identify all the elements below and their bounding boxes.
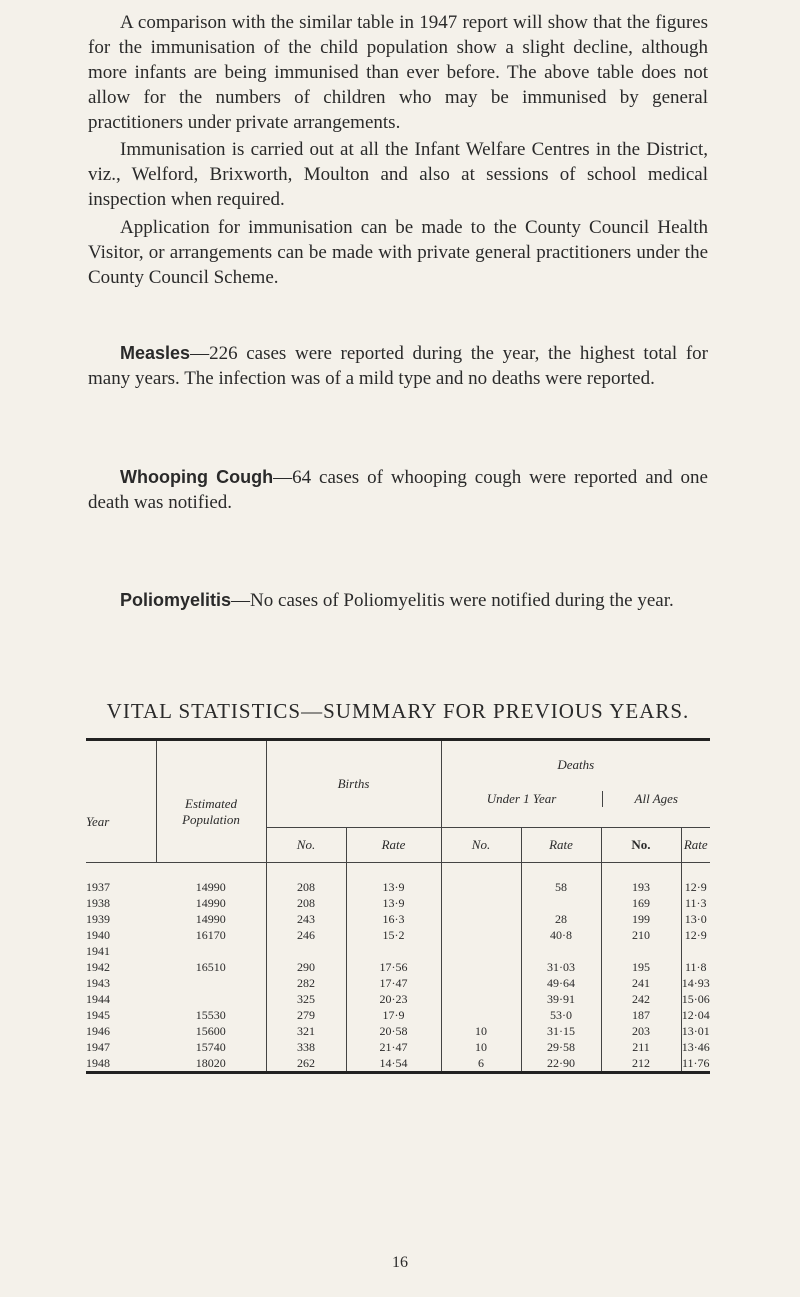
cell-b-rate: 17·56: [346, 959, 441, 975]
header-under1-rate: Rate: [521, 828, 601, 863]
table-row: [86, 1007, 710, 1023]
cell-a-rate: [681, 943, 710, 959]
cell-year: 1943: [86, 975, 110, 990]
cell-b-rate: 17·9: [346, 1007, 441, 1023]
table-row: [86, 879, 710, 895]
cell-u-no: [441, 927, 521, 943]
cell-a-no: 203: [601, 1023, 681, 1039]
cell-a-rate: 13·0: [684, 911, 707, 926]
cell-year: 1940: [86, 927, 110, 942]
header-births: Births: [266, 740, 441, 828]
cell-u-no: [441, 959, 521, 975]
header-all-no: No.: [601, 828, 681, 863]
cell-u-rate: [521, 943, 601, 959]
cell-a-no: [601, 943, 681, 959]
cell-a-no: 195: [601, 959, 681, 975]
page-number: 16: [392, 1254, 408, 1271]
cell-u-no: [441, 895, 521, 911]
cell-pop: 16170: [156, 927, 266, 943]
paragraph-measles: [88, 341, 708, 391]
cell-u-rate: 29·58: [521, 1039, 601, 1055]
cell-b-no: 321: [266, 1023, 346, 1039]
header-deaths-subgroups: [442, 791, 711, 807]
cell-b-no: 262: [266, 1055, 346, 1073]
cell-a-rate: 12·9: [684, 879, 707, 894]
cell-b-no: 208: [266, 879, 346, 895]
cell-a-rate: 11·3: [684, 895, 707, 910]
cell-u-rate: 53·0: [521, 1007, 601, 1023]
cell-u-rate: [521, 895, 601, 911]
whooping-cough-text: —64 cases of whooping cough were reported and one death was notified.: [88, 467, 708, 513]
cell-u-rate: 31·15: [521, 1023, 601, 1039]
cell-pop: 14990: [156, 895, 266, 911]
header-births-rate: Rate: [346, 828, 441, 863]
vital-statistics-table: [86, 738, 710, 1074]
cell-u-no: [441, 991, 521, 1007]
cell-pop: [156, 943, 266, 959]
cell-u-no: 6: [441, 1055, 521, 1073]
cell-u-no: [441, 943, 521, 959]
paragraph-immunisation-comparison: A comparison with the similar table in 1947 report will show that the figures for the immunisation of the child population show a slight decline, although more infants are being immunised than ever before. The above table does not allow for the numbers of children who may be immunised by general practitioners under private arrangements.: [88, 12, 708, 133]
cell-pop: 18020: [156, 1055, 266, 1073]
header-under1-no: No.: [441, 828, 521, 863]
application-text: Application for immunisation can be made to the County Council Health Visitor, or arrangements can be made with private general practitioners under the County Council Scheme.: [88, 217, 708, 288]
paragraph-immunisation-centres: Immunisation is carried out at all the Infant Welfare Centres in the District, viz., Welford, Brixworth, Moulton and also at sessions of school medical inspection when required.: [88, 139, 708, 210]
cell-b-rate: 20·23: [346, 991, 441, 1007]
cell-b-rate: 15·2: [346, 927, 441, 943]
cell-a-rate: 12·9: [684, 927, 707, 942]
header-estimated-population: Estimated Population: [156, 740, 266, 863]
cell-pop: [156, 991, 266, 1007]
cell-b-rate: 17·47: [346, 975, 441, 991]
cell-b-rate: 13·9: [346, 879, 441, 895]
cell-u-no: [441, 975, 521, 991]
cell-pop: 14990: [156, 879, 266, 895]
cell-b-rate: 16·3: [346, 911, 441, 927]
cell-year: 1944: [86, 991, 110, 1006]
cell-b-no: 243: [266, 911, 346, 927]
cell-a-rate: 11·76: [681, 1055, 710, 1073]
measles-text: —226 cases were reported during the year, the highest total for many years. The infection was of a mild type and no deaths were reported.: [88, 343, 708, 389]
cell-year: 1945: [86, 1007, 110, 1022]
cell-b-no: 338: [266, 1039, 346, 1055]
cell-year: 1941: [86, 943, 110, 958]
cell-a-no: 187: [601, 1007, 681, 1023]
cell-pop: 15740: [156, 1039, 266, 1055]
whooping-cough-label: Whooping Cough: [120, 467, 274, 487]
header-under-1-year: Under 1 Year: [442, 791, 603, 807]
cell-u-rate: 39·91: [521, 991, 601, 1007]
table-row: [86, 911, 710, 927]
cell-a-no: 199: [601, 911, 681, 927]
header-year: Year: [86, 740, 156, 863]
table-row: [86, 975, 710, 991]
cell-a-rate: 11·8: [684, 959, 707, 974]
poliomyelitis-text: —No cases of Poliomyelitis were notified during the year.: [231, 590, 674, 611]
table-row: [86, 1023, 710, 1039]
table-row: [86, 1055, 710, 1073]
cell-pop: [156, 975, 266, 991]
cell-a-no: 169: [601, 895, 681, 911]
cell-u-rate: 28: [521, 911, 601, 927]
cell-u-rate: 58: [521, 879, 601, 895]
cell-b-rate: [346, 943, 441, 959]
cell-a-no: 211: [601, 1039, 681, 1055]
cell-year: 1937: [86, 879, 110, 894]
cell-b-no: 208: [266, 895, 346, 911]
cell-b-rate: 21·47: [346, 1039, 441, 1055]
cell-b-no: 290: [266, 959, 346, 975]
cell-b-rate: 13·9: [346, 895, 441, 911]
cell-pop: 15530: [156, 1007, 266, 1023]
cell-b-no: 282: [266, 975, 346, 991]
cell-a-rate: 12·04: [681, 1007, 710, 1022]
cell-pop: 15600: [156, 1023, 266, 1039]
table-row: [86, 1039, 710, 1055]
cell-a-no: 241: [601, 975, 681, 991]
cell-a-no: 212: [601, 1055, 681, 1073]
cell-u-no: [441, 911, 521, 927]
cell-u-rate: 40·8: [521, 927, 601, 943]
cell-b-no: 325: [266, 991, 346, 1007]
cell-a-no: 193: [601, 879, 681, 895]
cell-u-no: [441, 879, 521, 895]
cell-year: 1938: [86, 895, 110, 910]
cell-u-no: [441, 1007, 521, 1023]
table-row: [86, 895, 710, 911]
cell-u-no: 10: [441, 1023, 521, 1039]
cell-a-rate: 14·93: [681, 975, 710, 990]
header-all-ages: All Ages: [634, 791, 678, 806]
table-row: [86, 991, 710, 1007]
header-deaths-group: [441, 740, 710, 828]
cell-b-no: 246: [266, 927, 346, 943]
cell-year: 1946: [86, 1023, 110, 1038]
cell-a-no: 242: [601, 991, 681, 1007]
cell-b-rate: 14·54: [346, 1055, 441, 1073]
cell-year: 1939: [86, 911, 110, 926]
cell-year: 1947: [86, 1039, 110, 1054]
cell-b-rate: 20·58: [346, 1023, 441, 1039]
cell-b-no: 279: [266, 1007, 346, 1023]
cell-u-rate: 31·03: [521, 959, 601, 975]
table-row: [86, 927, 710, 943]
cell-a-rate: 13·46: [681, 1039, 710, 1054]
paragraph-whooping-cough: [88, 465, 708, 515]
cell-u-rate: 22·90: [521, 1055, 601, 1073]
cell-pop: 16510: [156, 959, 266, 975]
paragraph-application: [88, 215, 708, 290]
header-deaths: Deaths: [557, 757, 595, 772]
cell-year: 1948: [86, 1055, 156, 1073]
cell-year: 1942: [86, 959, 110, 974]
poliomyelitis-label: Poliomyelitis: [120, 590, 232, 610]
table-row: [86, 959, 710, 975]
cell-a-rate: 13·01: [681, 1023, 710, 1038]
table-body: [86, 879, 710, 1073]
cell-u-no: 10: [441, 1039, 521, 1055]
measles-label: Measles: [120, 343, 191, 363]
table-row: [86, 943, 710, 959]
cell-a-rate: 15·06: [681, 991, 710, 1006]
cell-u-rate: 49·64: [521, 975, 601, 991]
header-births-no: No.: [266, 828, 346, 863]
cell-b-no: [266, 943, 346, 959]
header-all-rate: Rate: [681, 828, 710, 863]
paragraph-poliomyelitis: [88, 588, 708, 613]
table-title: VITAL STATISTICS—SUMMARY FOR PREVIOUS YEARS.: [106, 699, 690, 723]
cell-a-no: 210: [601, 927, 681, 943]
cell-pop: 14990: [156, 911, 266, 927]
